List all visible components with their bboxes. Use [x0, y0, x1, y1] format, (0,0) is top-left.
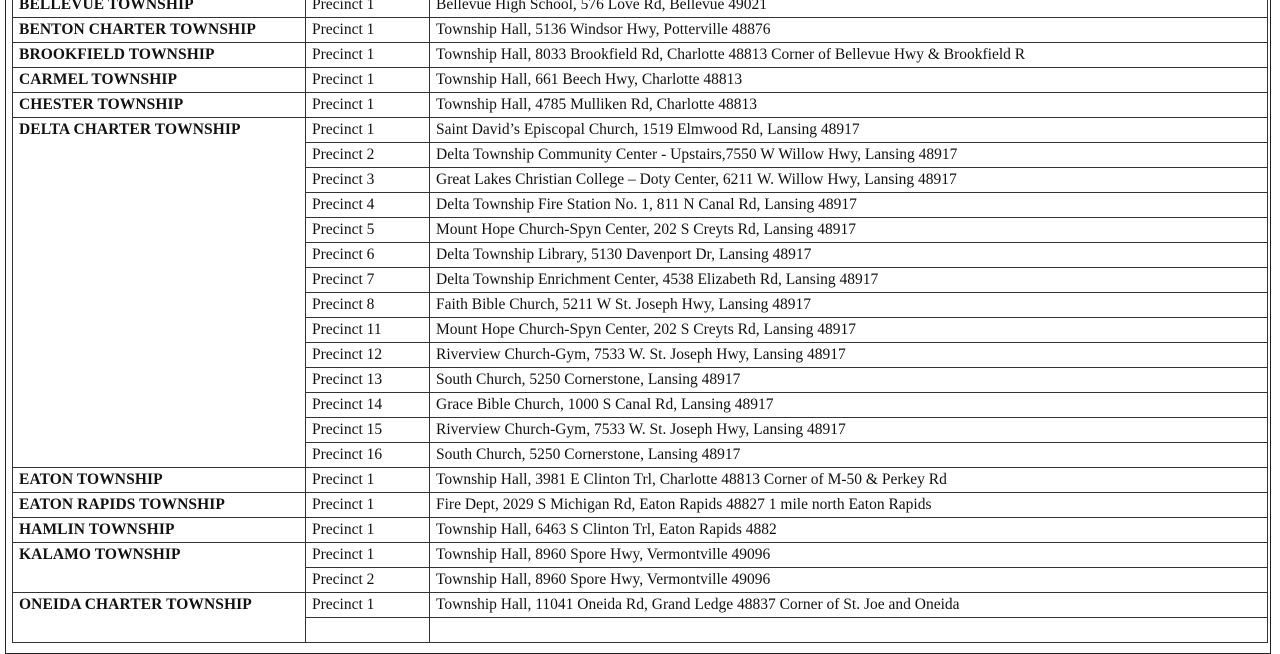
location-cell: Riverview Church-Gym, 7533 W. St. Joseph Hwy, Lansing 48917: [430, 418, 1268, 443]
precinct-cell: Precinct 1: [306, 93, 430, 118]
precinct-cell: Precinct 11: [306, 318, 430, 343]
location-cell: Township Hall, 8033 Brookfield Rd, Charlotte 48813 Corner of Bellevue Hwy & Brookfield R: [430, 43, 1268, 68]
location-cell: Delta Township Library, 5130 Davenport Dr, Lansing 48917: [430, 243, 1268, 268]
table-row: [13, 118, 1268, 143]
location-cell: [430, 618, 1268, 643]
township-name: EATON RAPIDS TOWNSHIP: [13, 493, 306, 518]
table-row: [13, 593, 1268, 618]
precinct-cell: Precinct 1: [306, 468, 430, 493]
township-name: HAMLIN TOWNSHIP: [13, 518, 306, 543]
location-cell: Riverview Church-Gym, 7533 W. St. Joseph Hwy, Lansing 48917: [430, 343, 1268, 368]
location-cell: Great Lakes Christian College – Doty Center, 6211 W. Willow Hwy, Lansing 48917: [430, 168, 1268, 193]
location-cell: Township Hall, 8960 Spore Hwy, Vermontville 49096: [430, 568, 1268, 593]
location-cell: Saint David’s Episcopal Church, 1519 Elmwood Rd, Lansing 48917: [430, 118, 1268, 143]
location-cell: Township Hall, 6463 S Clinton Trl, Eaton Rapids 4882: [430, 518, 1268, 543]
table-row: [13, 493, 1268, 518]
location-cell: Township Hall, 8960 Spore Hwy, Vermontville 49096: [430, 543, 1268, 568]
township-name: EATON TOWNSHIP: [13, 468, 306, 493]
location-cell: Delta Township Enrichment Center, 4538 Elizabeth Rd, Lansing 48917: [430, 268, 1268, 293]
precinct-cell: Precinct 12: [306, 343, 430, 368]
precinct-cell: Precinct 5: [306, 218, 430, 243]
precinct-cell: Precinct 1: [306, 0, 430, 18]
precinct-cell: Precinct 15: [306, 418, 430, 443]
township-name: BROOKFIELD TOWNSHIP: [13, 43, 306, 68]
location-cell: South Church, 5250 Cornerstone, Lansing 48917: [430, 443, 1268, 468]
township-name: ONEIDA CHARTER TOWNSHIP: [13, 593, 306, 643]
location-cell: Mount Hope Church-Spyn Center, 202 S Creyts Rd, Lansing 48917: [430, 218, 1268, 243]
table-row: [13, 518, 1268, 543]
precinct-cell: Precinct 7: [306, 268, 430, 293]
location-cell: Grace Bible Church, 1000 S Canal Rd, Lansing 48917: [430, 393, 1268, 418]
location-cell: Township Hall, 11041 Oneida Rd, Grand Ledge 48837 Corner of St. Joe and Oneida: [430, 593, 1268, 618]
precinct-cell: [306, 618, 430, 643]
township-name: CARMEL TOWNSHIP: [13, 68, 306, 93]
table-row: [13, 18, 1268, 43]
polling-locations-table: [12, 0, 1268, 643]
location-cell: Delta Township Community Center - Upstairs,7550 W Willow Hwy, Lansing 48917: [430, 143, 1268, 168]
table-row: [13, 68, 1268, 93]
table-row: [13, 93, 1268, 118]
precinct-cell: Precinct 1: [306, 118, 430, 143]
location-cell: Delta Township Fire Station No. 1, 811 N Canal Rd, Lansing 48917: [430, 193, 1268, 218]
precinct-cell: Precinct 6: [306, 243, 430, 268]
location-cell: Mount Hope Church-Spyn Center, 202 S Creyts Rd, Lansing 48917: [430, 318, 1268, 343]
township-name: BELLEVUE TOWNSHIP: [13, 0, 306, 18]
township-name: BENTON CHARTER TOWNSHIP: [13, 18, 306, 43]
location-cell: Township Hall, 3981 E Clinton Trl, Charlotte 48813 Corner of M-50 & Perkey Rd: [430, 468, 1268, 493]
township-name: KALAMO TOWNSHIP: [13, 543, 306, 593]
location-cell: Bellevue High School, 576 Love Rd, Bellevue 49021: [430, 0, 1268, 18]
precinct-cell: Precinct 4: [306, 193, 430, 218]
precinct-cell: Precinct 13: [306, 368, 430, 393]
table-row: [13, 43, 1268, 68]
table-row: [13, 468, 1268, 493]
precinct-cell: Precinct 16: [306, 443, 430, 468]
township-name: CHESTER TOWNSHIP: [13, 93, 306, 118]
location-cell: Faith Bible Church, 5211 W St. Joseph Hwy, Lansing 48917: [430, 293, 1268, 318]
precinct-cell: Precinct 1: [306, 18, 430, 43]
location-cell: Township Hall, 4785 Mulliken Rd, Charlotte 48813: [430, 93, 1268, 118]
precinct-cell: Precinct 14: [306, 393, 430, 418]
precinct-cell: Precinct 8: [306, 293, 430, 318]
precinct-cell: Precinct 2: [306, 568, 430, 593]
precinct-cell: Precinct 3: [306, 168, 430, 193]
location-cell: Township Hall, 661 Beech Hwy, Charlotte 48813: [430, 68, 1268, 93]
precinct-cell: Precinct 1: [306, 518, 430, 543]
location-cell: South Church, 5250 Cornerstone, Lansing 48917: [430, 368, 1268, 393]
precinct-cell: Precinct 1: [306, 43, 430, 68]
precinct-cell: Precinct 1: [306, 543, 430, 568]
township-name: DELTA CHARTER TOWNSHIP: [13, 118, 306, 468]
precinct-cell: Precinct 2: [306, 143, 430, 168]
table-row: [13, 543, 1268, 568]
precinct-cell: Precinct 1: [306, 593, 430, 618]
precinct-cell: Precinct 1: [306, 493, 430, 518]
table-body: [13, 0, 1268, 642]
precinct-cell: Precinct 1: [306, 68, 430, 93]
location-cell: Fire Dept, 2029 S Michigan Rd, Eaton Rapids 48827 1 mile north Eaton Rapids: [430, 493, 1268, 518]
table-row: [13, 0, 1268, 18]
location-cell: Township Hall, 5136 Windsor Hwy, Potterville 48876: [430, 18, 1268, 43]
